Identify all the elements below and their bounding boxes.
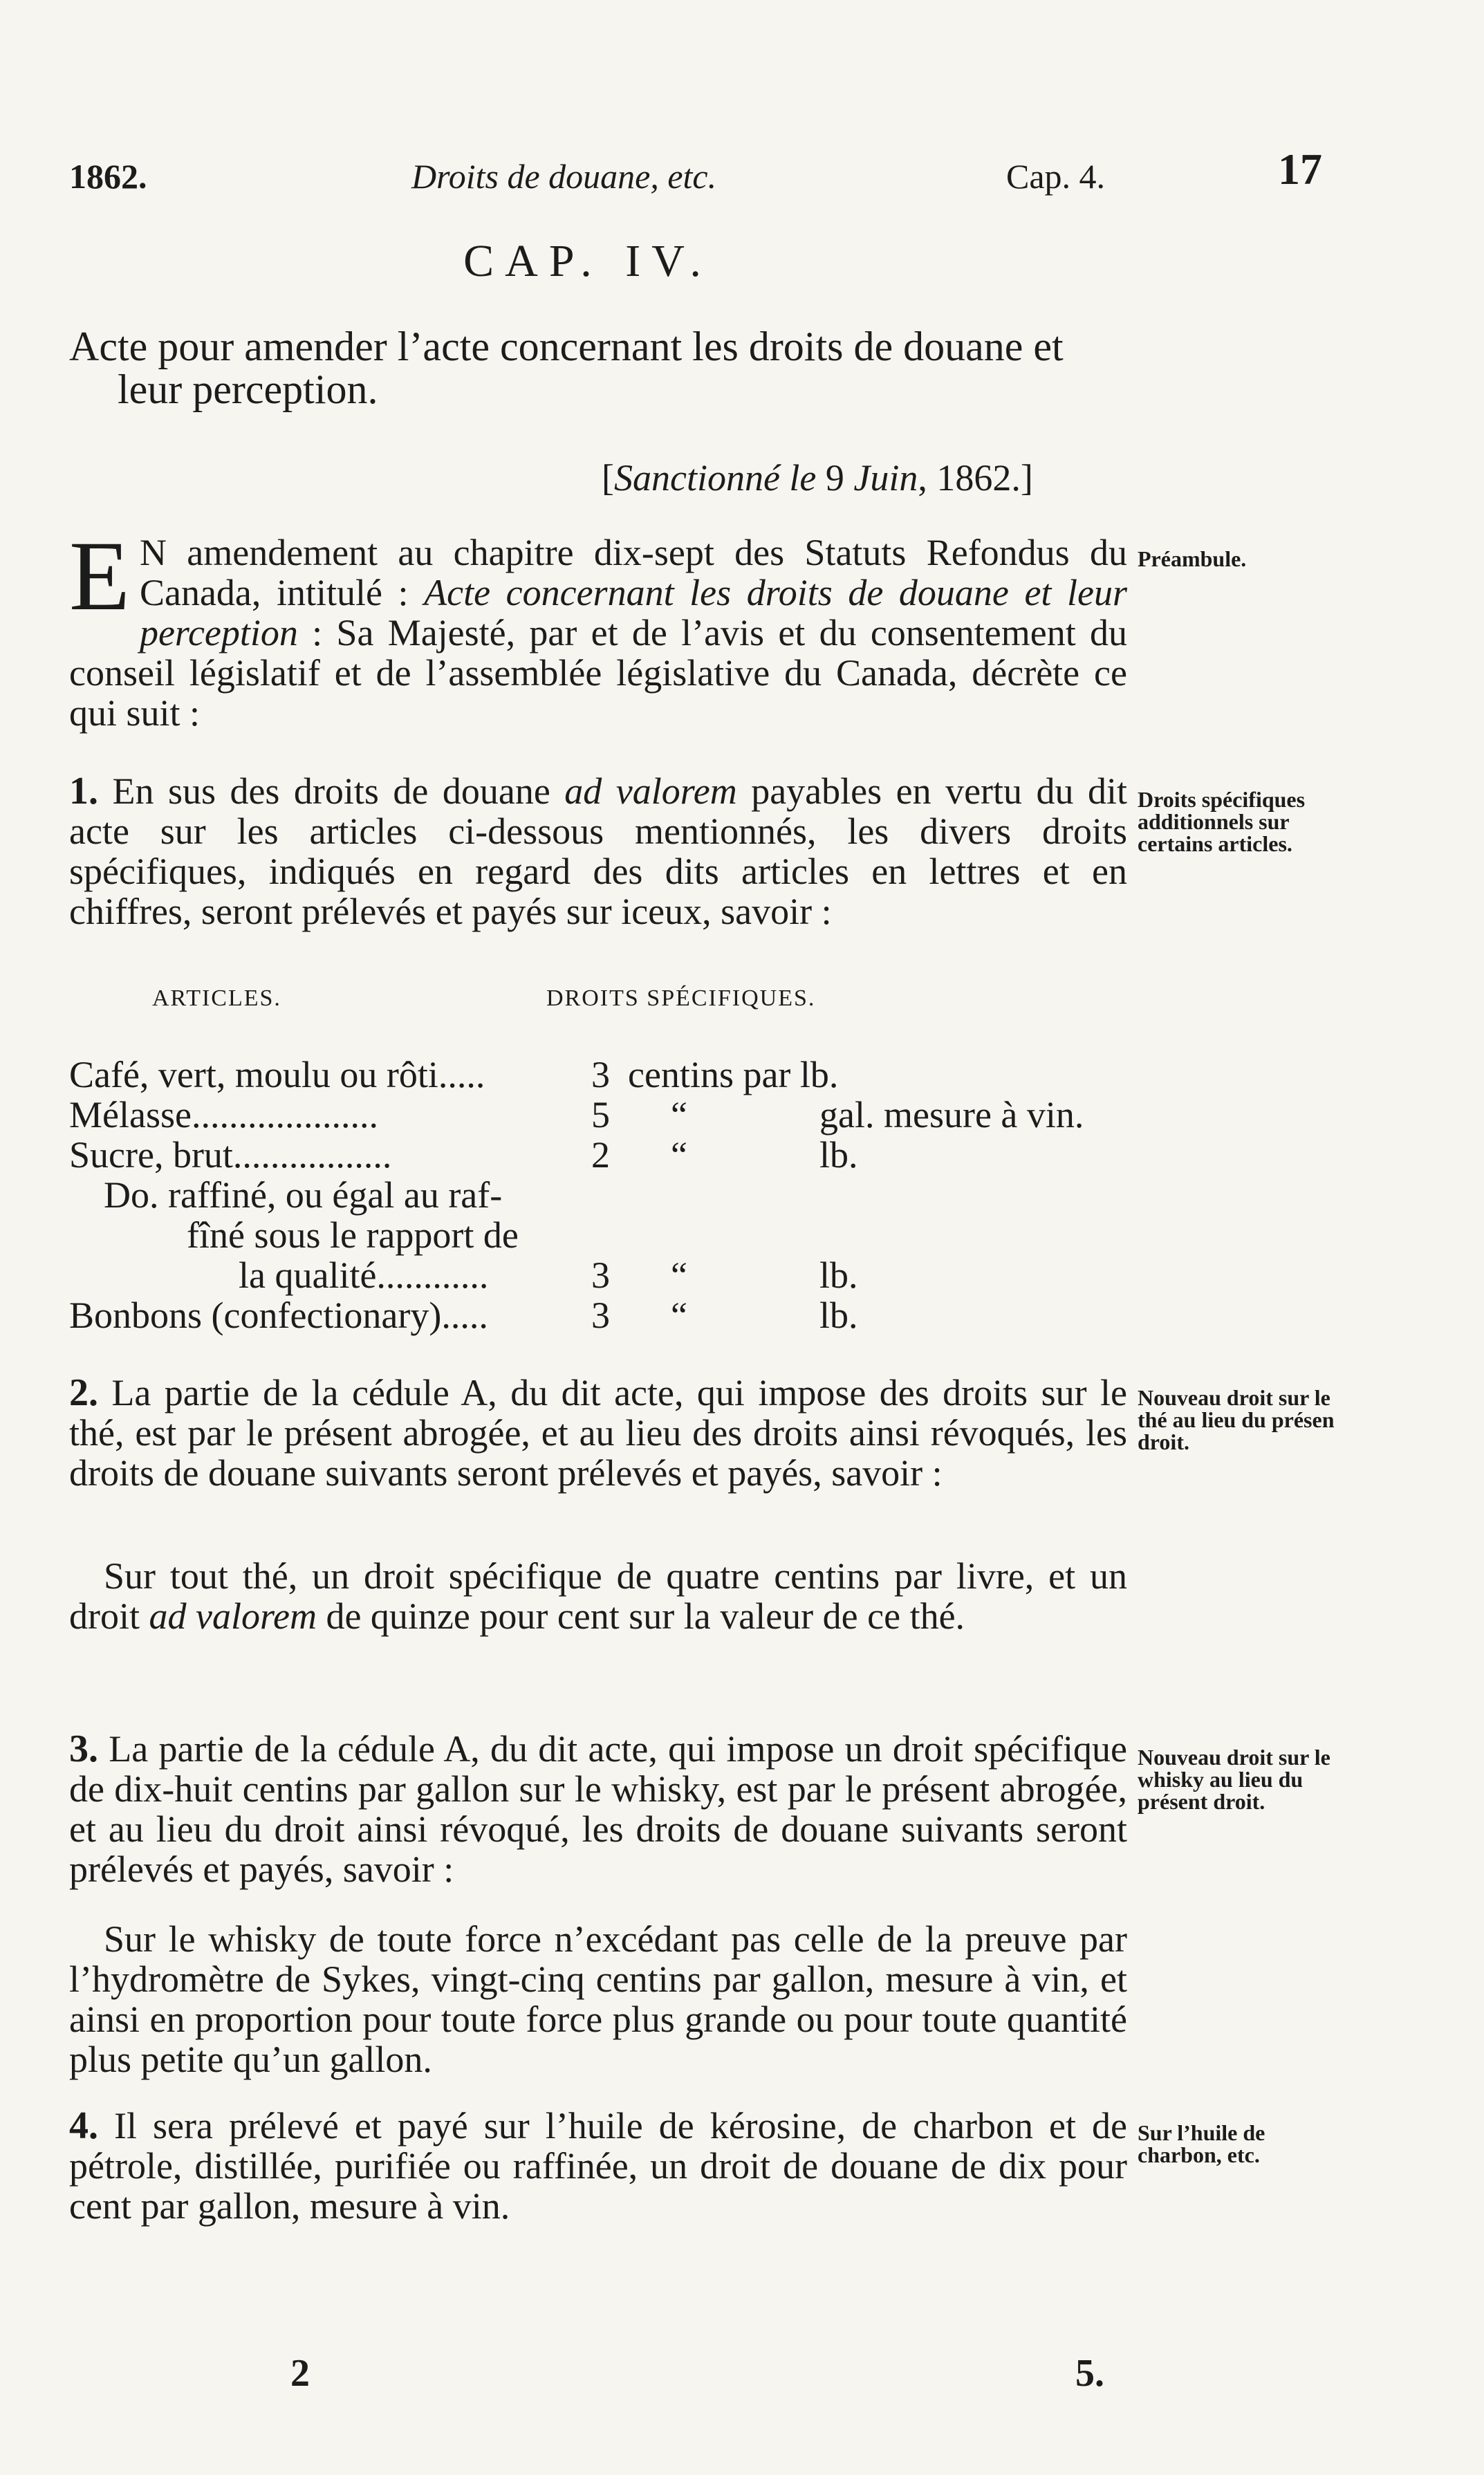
table-rate: 5 — [591, 1094, 610, 1135]
section-4-number: 4. — [69, 2104, 98, 2147]
section-3-number: 3. — [69, 1727, 98, 1770]
margin-note-section-4: Sur l’huile de charbon, etc. — [1138, 2120, 1265, 2167]
table-row — [69, 1215, 1148, 1255]
section-2-provision — [69, 1556, 1127, 1636]
table-rate: 3 — [591, 1254, 610, 1296]
preamble-act-name: Acte concernant les droits de douane et leur perception — [139, 572, 1127, 653]
section-4 — [69, 2106, 1127, 2226]
header-year: 1862. — [69, 157, 147, 196]
section-1-italic: ad valorem — [564, 770, 737, 812]
table-unit: “ — [671, 1254, 687, 1296]
preamble-text-1: N amendement au chapitre dix-sept des Statuts Refondus du Canada, intitulé : — [139, 532, 1127, 613]
section-2-provision-text-1: Sur tout thé, un droit spécifique de quatre centins par livre, et un droit — [69, 1555, 1127, 1637]
preamble-text-2: : Sa Majesté, par et de l’avis et du consentement du conseil législatif et de l’assemblée législative du Canada, décrète ce qui suit : — [69, 612, 1127, 734]
section-3 — [69, 1729, 1127, 1889]
table-article: Mélasse.................... — [69, 1094, 378, 1135]
table-rate: 2 — [591, 1134, 610, 1176]
chapter-heading: CAP. IV. — [463, 236, 712, 286]
header-chapter: Cap. 4. — [1006, 157, 1106, 196]
footer-page-mark: 5. — [1075, 2352, 1104, 2395]
table-article: Bonbons (confectionary)..... — [69, 1295, 488, 1336]
section-1-text-2: payables en vertu du dit acte sur les articles ci-dessous mentionnés, les divers droits spécifiques, indiqués en regard des dits articles en lettres et en chiffres, seront prélevés et payés sur iceux, savoir : — [69, 770, 1127, 932]
sanction-bracket: [ — [602, 457, 614, 499]
sanction-word: Sanctionné le — [613, 457, 817, 499]
table-article: Café, vert, moulu ou rôti..... — [69, 1054, 485, 1095]
section-3-text: La partie de la cédule A, du dit acte, qui impose un droit spécifique de dix-huit centins par gallon sur le whisky, est par le présent abrogée, et au lieu du droit ainsi révoqué, les droits de douane suivants seront prélevés et payés, savoir : — [69, 1728, 1127, 1890]
table-measure: gal. mesure à vin. — [819, 1094, 1084, 1135]
table-unit: “ — [671, 1094, 687, 1135]
table-rate: 3 — [591, 1054, 610, 1095]
section-2-text: La partie de la cédule A, du dit acte, qui impose des droits sur le thé, est par le présent abrogée, et au lieu des droits ainsi révoqués, les droits de douane suivants seront prélevés et payés, savoir : — [69, 1372, 1127, 1494]
section-2-provision-italic: ad valorem — [149, 1595, 317, 1637]
table-article: Sucre, brut................. — [69, 1134, 392, 1176]
section-1 — [69, 771, 1127, 931]
table-measure: lb. — [819, 1295, 858, 1336]
table-header-droits: DROITS SPÉCIFIQUES. — [546, 985, 816, 1011]
section-2-provision-text-2: de quinze pour cent sur la valeur de ce thé. — [316, 1595, 965, 1637]
sanction-month: Juin — [853, 457, 918, 499]
section-1-number: 1. — [69, 770, 98, 813]
table-measure: lb. — [819, 1254, 858, 1296]
sanction-day: 9 — [816, 457, 854, 499]
table-header-articles: ARTICLES. — [152, 985, 281, 1011]
margin-note-section-2: Nouveau droit sur le thé au lieu du présen droit. — [1138, 1385, 1335, 1454]
section-1-text-1: En sus des droits de douane — [98, 770, 565, 812]
table-row — [69, 1255, 1148, 1295]
margin-note-section-3: Nouveau droit sur le whisky au lieu du présent droit. — [1138, 1745, 1330, 1814]
table-row — [69, 1135, 1148, 1175]
table-row — [69, 1295, 1148, 1335]
section-4-text: Il sera prélevé et payé sur l’huile de kérosine, de charbon et de pétrole, distillée, purifiée ou raffinée, un droit de douane de dix pour cent par gallon, mesure à vin. — [69, 2105, 1127, 2227]
section-2-number: 2. — [69, 1371, 98, 1414]
header-page-number: 17 — [1278, 145, 1322, 194]
table-row — [69, 1095, 1148, 1135]
section-3-provision: Sur le whisky de toute force n’excédant pas celle de la preuve par l’hydromètre de Sykes, vingt-cinq centins par gallon, mesure à vin, et ainsi en proportion pour toute force plus grande ou pour toute quantité plus petite qu’un gallon. — [69, 1918, 1127, 2080]
table-rate: 3 — [591, 1295, 610, 1336]
drop-cap: E — [69, 521, 130, 631]
table-article: la qualité............ — [239, 1254, 489, 1296]
sanction-year: , 1862.] — [918, 457, 1033, 499]
table-article: Do. raffiné, ou égal au raf- — [104, 1174, 503, 1216]
table-unit: “ — [671, 1134, 687, 1176]
table-article: fîné sous le rapport de — [187, 1214, 519, 1256]
signature-mark: 2 — [290, 2352, 310, 2395]
margin-note-section-1: Droits spécifiques additionnels sur certains articles. — [1138, 787, 1306, 856]
section-2 — [69, 1373, 1127, 1493]
table-row — [69, 1175, 1148, 1215]
table-row — [69, 1055, 1148, 1095]
act-title: Acte pour amender l’acte concernant les droits de douane et leur perception. — [69, 324, 1064, 412]
table-measure: lb. — [819, 1134, 858, 1176]
margin-note-preamble: Préambule. — [1138, 546, 1247, 571]
header-running-title: Droits de douane, etc. — [411, 157, 717, 196]
table-unit: “ — [671, 1295, 687, 1336]
sanction-line — [602, 456, 1033, 499]
table-unit: centins par lb. — [628, 1054, 839, 1095]
preamble-paragraph — [69, 521, 1127, 734]
